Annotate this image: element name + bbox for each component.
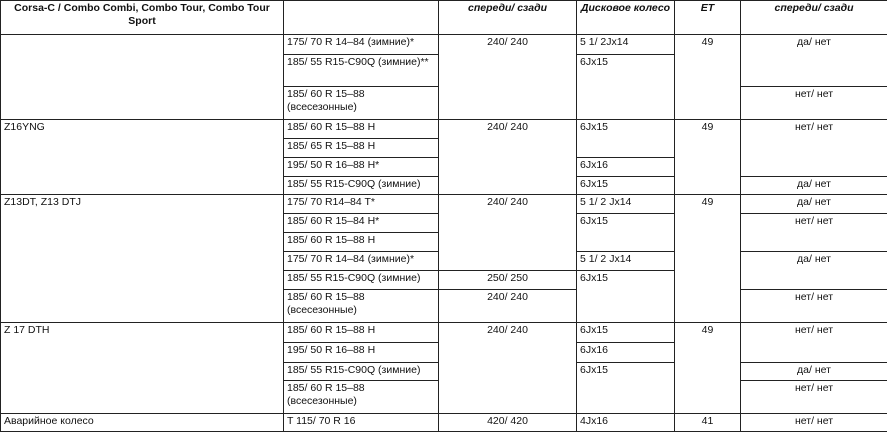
header-model: Corsa-C / Combo Combi, Combo Tour, Combo Tour Sport xyxy=(1,1,284,35)
tyre-cell: 175/ 70 R 14–84 (зимние)* xyxy=(284,252,439,271)
wheel-cell: 6Jx15 xyxy=(577,177,675,195)
header-pressure: спереди/ сзади xyxy=(439,1,577,35)
chains-cell: нет/ нет xyxy=(741,290,887,323)
wheel-cell: 5 1/ 2 Jx14 xyxy=(577,252,675,271)
tyre-cell: T 115/ 70 R 16 xyxy=(284,414,439,432)
tyre-cell: 185/ 60 R 15–88 H xyxy=(284,233,439,252)
et-cell: 49 xyxy=(675,195,741,323)
et-cell: 49 xyxy=(675,120,741,195)
table-row xyxy=(1,323,887,343)
tyre-cell: 185/ 60 R 15–88 H xyxy=(284,323,439,343)
chains-cell: нет/ нет xyxy=(741,87,887,120)
tyre-cell: 185/ 60 R 15–88 (всесезонные) xyxy=(284,381,439,414)
tyre-cell: 185/ 60 R 15–88 H xyxy=(284,120,439,139)
chains-cell: да/ нет xyxy=(741,252,887,290)
chains-cell: да/ нет xyxy=(741,35,887,87)
engine-cell xyxy=(1,35,284,120)
table-row xyxy=(1,35,887,55)
tyre-cell: 185/ 55 R15-C90Q (зимние)** xyxy=(284,55,439,87)
header-wheel: Дисковое колесо xyxy=(577,1,675,35)
header-chains: спереди/ сзади xyxy=(741,1,887,35)
wheel-cell: 6Jx16 xyxy=(577,158,675,177)
chains-cell: да/ нет xyxy=(741,177,887,195)
chains-cell: нет/ нет xyxy=(741,214,887,252)
pressure-cell: 240/ 240 xyxy=(439,290,577,323)
chains-cell: да/ нет xyxy=(741,363,887,381)
engine-cell: Аварийное колесо xyxy=(1,414,284,432)
table-row xyxy=(1,120,887,139)
tyre-cell: 185/ 55 R15-C90Q (зимние) xyxy=(284,271,439,290)
tyre-cell: 195/ 50 R 16–88 H* xyxy=(284,158,439,177)
wheel-cell: 6Jx15 xyxy=(577,120,675,158)
tyre-cell: 185/ 60 R 15–88 (всесезонные) xyxy=(284,290,439,323)
wheel-cell: 6Jx15 xyxy=(577,323,675,343)
wheel-cell: 6Jx15 xyxy=(577,55,675,120)
tyre-cell: 175/ 70 R 14–84 (зимние)* xyxy=(284,35,439,55)
tyre-cell: 185/ 60 R 15–84 H* xyxy=(284,214,439,233)
wheel-cell: 6Jx15 xyxy=(577,214,675,252)
header-tyre xyxy=(284,1,439,35)
et-cell: 49 xyxy=(675,323,741,414)
engine-cell: Z 17 DTH xyxy=(1,323,284,414)
wheel-cell: 6Jx16 xyxy=(577,343,675,363)
wheel-cell: 5 1/ 2 Jx14 xyxy=(577,195,675,214)
wheel-cell: 4Jx16 xyxy=(577,414,675,432)
chains-cell: да/ нет xyxy=(741,195,887,214)
chains-cell: нет/ нет xyxy=(741,120,887,177)
chains-cell: нет/ нет xyxy=(741,323,887,363)
pressure-cell: 250/ 250 xyxy=(439,271,577,290)
tyre-cell: 185/ 55 R15-C90Q (зимние) xyxy=(284,363,439,381)
et-cell: 49 xyxy=(675,35,741,120)
header-row xyxy=(1,1,887,35)
pressure-cell: 240/ 240 xyxy=(439,323,577,414)
engine-cell: Z13DT, Z13 DTJ xyxy=(1,195,284,323)
table-row xyxy=(1,414,887,432)
tyre-cell: 185/ 65 R 15–88 H xyxy=(284,139,439,158)
tyre-cell: 175/ 70 R14–84 T* xyxy=(284,195,439,214)
wheel-cell: 5 1/ 2Jx14 xyxy=(577,35,675,55)
chains-cell: нет/ нет xyxy=(741,414,887,432)
pressure-cell: 240/ 240 xyxy=(439,120,577,195)
pressure-cell: 420/ 420 xyxy=(439,414,577,432)
tyre-cell: 185/ 60 R 15–88 (всесезонные) xyxy=(284,87,439,120)
chains-cell: нет/ нет xyxy=(741,381,887,414)
et-cell: 41 xyxy=(675,414,741,432)
wheel-cell: 6Jx15 xyxy=(577,271,675,323)
pressure-cell: 240/ 240 xyxy=(439,35,577,120)
pressure-cell: 240/ 240 xyxy=(439,195,577,271)
wheel-cell: 6Jx15 xyxy=(577,363,675,414)
tyre-cell: 195/ 50 R 16–88 H xyxy=(284,343,439,363)
table-row xyxy=(1,195,887,214)
tyre-cell: 185/ 55 R15-C90Q (зимние) xyxy=(284,177,439,195)
header-et: ET xyxy=(675,1,741,35)
engine-cell: Z16YNG xyxy=(1,120,284,195)
